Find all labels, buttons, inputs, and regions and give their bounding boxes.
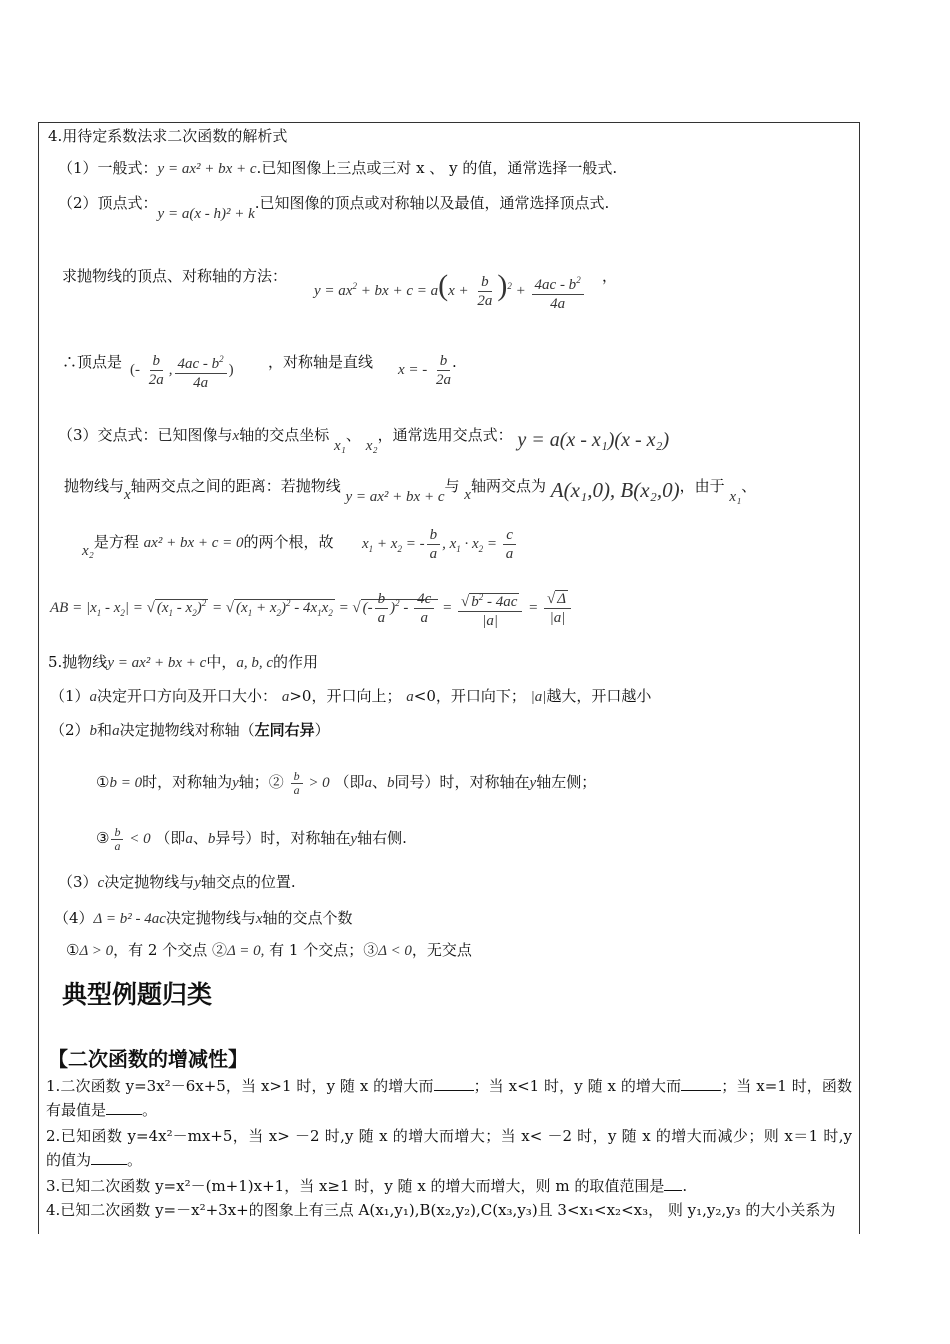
examples-subtitle: 【二次函数的增减性】 [48,1047,248,1071]
answer-blank[interactable] [106,1099,142,1115]
question-4: 4.已知二次函数 y=－x²+3x+的图象上有三点 A(x₁,y₁),B(x₂,y₂),C(x₃,y₃)且 3<x₁<x₂<x₃， 则 y₁,y₂,y₃ 的大小关系为 [46,1201,836,1219]
vertex-method-formula: $y = ax^2$ + bx + c = a(x + $\frac{b}{2a}$ )$^2$ + $\frac{4ac - b^2}{4a}$ [314,262,586,315]
axis-formula: x = - $\frac{b}{2a}$ [398,353,452,389]
intercept-form-line: （3）交点式：已知图像与x轴的交点坐标 x₁、 x₂，通常选用交点式： y = a(x - x₁)(x - x₂) [58,426,670,454]
intersection-points: A(x₁,0), B(x₂,0) [550,478,680,502]
general-formula: y = ax² + bx + c [157,161,257,177]
item4-cases: ①Δ > 0，有 2 个交点 ②Δ = 0, 有 1 个交点；③Δ < 0，无交点 [66,941,472,959]
answer-blank[interactable] [681,1075,721,1091]
vertex-form-line: （2）顶点式：y = a(x - h)² + k.已知图像的顶点或对称轴以及最值，通常选择顶点式. [58,194,610,222]
general-form-line: （1）一般式：y = ax² + bx + c.已知图像上三点或三对 x 、 y 的值，通常选择一般式. [58,159,618,177]
examples-title: 典型例题归类 [62,980,213,1009]
answer-blank[interactable] [664,1175,682,1191]
item2-cases-1: ①b = 0时，对称轴为y轴；② $\frac{b}{a}$ > 0 （即a、b同号）时，对称轴在y轴左侧； [96,768,597,797]
ab-distance-formula: AB = $|x_1 - x_2|$ = √ $(x_1 - x_2)^2$ = √ $(x_1 + x_2)^2 - 4x_1x_2$ = √ (- $\frac{b}{a}$ )$^2$ - $\frac{4c}{a}$ = $\frac{√ b^2 - 4ac}{|a|}$ = $\frac{√ \Delta}{|a|}$ [50,578,573,638]
section4-heading: 4.用待定系数法求二次函数的解析式 [48,127,288,145]
vertex-formula: y = a(x - h)² + k [157,206,255,222]
item2-b-a-effect: （2）b和a决定抛物线对称轴（左同右异） [50,721,330,739]
section5-heading: 5.抛物线y = ax² + bx + c中，a, b, c的作用 [48,653,319,671]
question-1: 1.二次函数 y=3x²－6x+5，当 x>1 时，y 随 x 的增大而 ；当 x<1 时，y 随 x 的增大而 ；当 x=1 时，函数有最值是 。 [46,1077,852,1119]
vertex-method-line: 求抛物线的顶点、对称轴的方法： [62,267,288,285]
distance-line-1: 抛物线与x轴两交点之间的距离：若抛物线 y = ax² + bx + c与 x轴两交点为 A(x₁,0), B(x₂,0)，由于 x₁、 [64,477,757,505]
vieta-formulas: $x_1 + x_2$ = - $\frac{b}{a}$ , $x_1 \cdot x_2$ = $\frac{c}{a}$ [362,522,518,571]
question-2: 2.已知函数 y=4x²－mx+5，当 x> －2 时,y 随 x 的增大而增大；当 x< －2 时，y 随 x 的增大而减少；则 x＝1 时,y 的值为 。 [46,1127,852,1169]
axis-label: ，对称轴是直线 [268,353,374,371]
item3-c-effect: （3）c决定抛物线与y轴交点的位置. [58,873,296,891]
method-tail: ， [602,267,618,285]
item1-a-effect: （1）a决定开口方向及开口大小： a>0，开口向上； a<0，开口向下； |a|越大，开口越小 [50,687,652,705]
answer-blank[interactable] [434,1075,474,1091]
item4-discriminant: （4）Δ = b² - 4ac决定抛物线与x轴的交点个数 [54,909,353,927]
vertex-coordinates: (- $\frac{b}{2a}$ , $\frac{4ac - b^2}{4a}$ ) [130,346,234,394]
question-3: 3.已知二次函数 y=x²－(m+1)x+1，当 x≥1 时，y 随 x 的增大而增大，则 m 的取值范围是 . [46,1177,688,1195]
item2-cases-2: ③ $\frac{b}{a}$ < 0 （即a、b异号）时，对称轴在y轴右侧. [96,824,407,853]
vertex-result-label: ∴顶点是 [62,353,123,371]
axis-tail: . [452,353,457,371]
distance-line-2: x₂是方程 ax² + bx + c = 0的两个根，故 [82,533,334,559]
intercept-formula: y = a(x - x₁)(x - x₂) [517,429,670,451]
answer-blank[interactable] [91,1149,127,1165]
